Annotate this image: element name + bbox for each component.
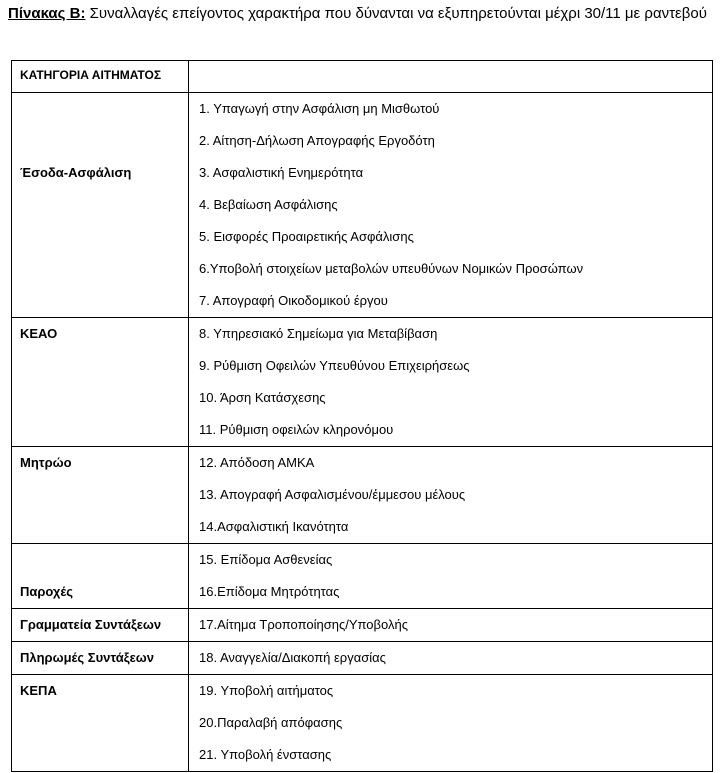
items-cell	[189, 318, 713, 447]
table-caption-label: Πίνακας Β:	[8, 5, 86, 22]
category-label: ΚΕΠΑ	[20, 683, 57, 698]
category-cell	[12, 447, 189, 544]
table-caption-text: Συναλλαγές επείγοντος χαρακτήρα που δύνανται να εξυπηρετούνται μέχρι 30/11 με ραντεβού	[85, 5, 707, 22]
category-label: Παροχές	[20, 584, 74, 599]
table-row	[12, 447, 713, 544]
list-item: 1. Υπαγωγή στην Ασφάλιση μη Μισθωτού	[199, 101, 440, 116]
table-row	[12, 544, 713, 609]
items-cell	[189, 675, 713, 772]
list-item: 2. Αίτηση-Δήλωση Απογραφής Εργοδότη	[199, 133, 435, 148]
document-title	[8, 4, 708, 24]
requests-table	[11, 60, 713, 772]
items-cell	[189, 642, 713, 675]
list-item: 9. Ρύθμιση Οφειλών Υπευθύνου Επιχειρήσεως	[199, 358, 470, 373]
items-cell	[189, 609, 713, 642]
table-row	[12, 93, 713, 318]
list-item: 14.Ασφαλιστική Ικανότητα	[199, 519, 349, 534]
list-item: 19. Υποβολή αιτήματος	[199, 683, 334, 698]
category-label: Γραμματεία Συντάξεων	[20, 617, 162, 632]
table-row	[12, 675, 713, 772]
list-item: 18. Αναγγελία/Διακοπή εργασίας	[199, 650, 386, 665]
list-item: 15. Επίδομα Ασθενείας	[199, 552, 333, 567]
list-item: 7. Απογραφή Οικοδομικού έργου	[199, 293, 388, 308]
items-cell	[189, 447, 713, 544]
list-item: 11. Ρύθμιση οφειλών κληρονόμου	[199, 422, 394, 437]
category-cell	[12, 675, 189, 772]
list-item: 6.Υποβολή στοιχείων μεταβολών υπευθύνων Νομικών Προσώπων	[199, 261, 584, 276]
category-label: ΚΕΑΟ	[20, 326, 58, 341]
list-item: 20.Παραλαβή απόφασης	[199, 715, 343, 730]
list-item: 4. Βεβαίωση Ασφάλισης	[199, 197, 338, 212]
items-cell	[189, 93, 713, 318]
list-item: 16.Επίδομα Μητρότητας	[199, 584, 340, 599]
category-cell	[12, 93, 189, 318]
category-cell	[12, 318, 189, 447]
table-row	[12, 609, 713, 642]
list-item: 12. Απόδοση ΑΜΚΑ	[199, 455, 315, 470]
category-cell	[12, 544, 189, 609]
category-label: Μητρώο	[20, 455, 72, 470]
list-item: 17.Αίτημα Τροποποίησης/Υποβολής	[199, 617, 408, 632]
list-item: 3. Ασφαλιστική Ενημερότητα	[199, 165, 364, 180]
list-item: 10. Άρση Κατάσχεσης	[199, 390, 326, 405]
list-item: 21. Υποβολή ένστασης	[199, 747, 332, 762]
category-cell	[12, 609, 189, 642]
category-cell	[12, 642, 189, 675]
header-category: ΚΑΤΗΓΟΡΙΑ ΑΙΤΗΜΑΤΟΣ	[12, 61, 189, 93]
category-label: Πληρωμές Συντάξεων	[20, 650, 154, 665]
table-header-row	[12, 61, 713, 93]
list-item: 5. Εισφορές Προαιρετικής Ασφάλισης	[199, 229, 414, 244]
table-row	[12, 642, 713, 675]
category-label: Έσοδα-Ασφάλιση	[20, 165, 132, 180]
items-cell	[189, 544, 713, 609]
table-row	[12, 318, 713, 447]
list-item: 13. Απογραφή Ασφαλισμένου/έμμεσου μέλους	[199, 487, 466, 502]
header-requests	[189, 61, 713, 93]
list-item: 8. Υπηρεσιακό Σημείωμα για Μεταβίβαση	[199, 326, 438, 341]
